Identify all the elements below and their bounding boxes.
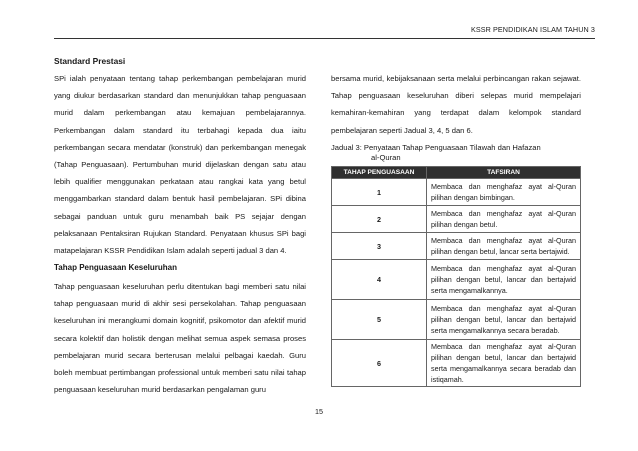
header-level: TAHAP PENGUASAAN: [332, 167, 427, 179]
section-title: Standard Prestasi: [54, 56, 126, 66]
interpretation-cell: Membaca dan menghafaz ayat al-Quran pilihan dengan betul, lancar dan bertajwid serta mengamalkannya secara beradab.: [427, 300, 581, 340]
page-number: 15: [315, 407, 323, 416]
table-row: [332, 260, 581, 300]
level-cell: 6: [332, 340, 427, 387]
mastery-level-table: [331, 166, 581, 387]
interpretation-cell: Membaca dan menghafaz ayat al-Quran pilihan dengan betul, lancar serta bertajwid.: [427, 233, 581, 260]
table-row: [332, 233, 581, 260]
level-cell: 3: [332, 233, 427, 260]
table-row: [332, 300, 581, 340]
level-cell: 1: [332, 179, 427, 206]
running-title: KSSR PENDIDIKAN ISLAM TAHUN 3: [470, 25, 595, 34]
table-caption: [331, 143, 581, 163]
table-caption-line2: al-Quran: [371, 153, 401, 162]
table-caption-line1: Jadual 3: Penyataan Tahap Penguasaan Tilawah dan Hafazan: [331, 143, 541, 152]
interpretation-cell: Membaca dan menghafaz ayat al-Quran pilihan dengan betul.: [427, 206, 581, 233]
interpretation-cell: Membaca dan menghafaz ayat al-Quran pilihan dengan bimbingan.: [427, 179, 581, 206]
level-cell: 2: [332, 206, 427, 233]
table-row: [332, 179, 581, 206]
interpretation-cell: Membaca dan menghafaz ayat al-Quran pilihan dengan betul, lancar dan bertajwid serta mengamalkannya secara beradab dan istiqamah.: [427, 340, 581, 387]
subheading-tahap-penguasaan: Tahap Penguasaan Keseluruhan: [54, 263, 177, 272]
paragraph-continued: bersama murid, kebijaksanaan serta melalui perbincangan rakan sejawat. Tahap penguasaan keseluruhan diberi selepas murid mempelajari kemahiran-kemahiran yang terdapat dalam kelompok standard pembelajaran seperti Jadual 3, 4, 5 dan 6.: [331, 74, 581, 135]
level-cell: 4: [332, 260, 427, 300]
level-cell: 5: [332, 300, 427, 340]
interpretation-cell: Membaca dan menghafaz ayat al-Quran pilihan dengan betul, lancar dan bertajwid serta mengamalkannya.: [427, 260, 581, 300]
table-row: [332, 206, 581, 233]
header-interpretation: TAFSIRAN: [427, 167, 581, 179]
paragraph-tahap-penguasaan: Tahap penguasaan keseluruhan perlu ditentukan bagi memberi satu nilai tahap penguasaan murid di akhir sesi persekolahan. Tahap penguasaan keseluruhan ini merangkumi domain kognitif, psikomotor dan afektif murid secara kolektif dan holistik dengan melihat semua aspek semasa proses pembelajaran murid secara berterusan melalui pelbagai kaedah. Guru boleh membuat pertimbangan professional untuk memberi satu nilai tahap penguasaan keseluruhan murid berdasarkan pengalaman guru: [54, 282, 306, 395]
table-header-row: [332, 167, 581, 179]
table-row: [332, 340, 581, 387]
paragraph-standard-prestasi: SPi ialah penyataan tentang tahap perkembangan pembelajaran murid yang diukur berdasarkan standard dan menunjukkan tahap penguasaan murid dalam perkembangan atau kemajuan pembelajarannya. Perkembangan dalam standard itu terbahagi kepada dua iaitu perkembangan secara mendatar (konstruk) dan perkembangan menegak (Tahap Penguasaan). Pertumbuhan murid dijelaskan dengan satu atau lebih qualifier menggunakan perkataan atau rangkai kata yang betul menggambarkan standard dalam bentuk hasil pembelajaran. SPi dibina sebagai panduan untuk guru menambah baik PS sejajar dengan pelaksanaan Pentaksiran Rujukan Standard. Penyataan khusus SPi bagi matapelajaran KSSR Pendidikan Islam adalah seperti jadual 3 dan 4.: [54, 74, 306, 256]
running-header: [54, 24, 595, 39]
